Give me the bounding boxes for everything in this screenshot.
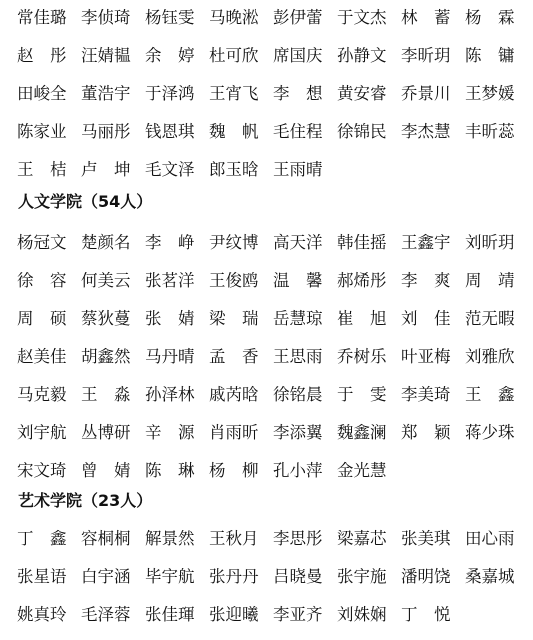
student-name: 常佳璐 — [17, 8, 67, 27]
student-name: 王鑫宇 — [401, 233, 451, 252]
student-name: 杨冠文 — [17, 233, 67, 252]
student-name: 郝烯彤 — [337, 271, 387, 290]
student-name: 马晚淞 — [209, 8, 259, 27]
student-name: 姚真玲 — [17, 605, 67, 624]
student-name: 宋文琦 — [17, 461, 67, 480]
student-name: 温 馨 — [273, 271, 323, 290]
student-name: 杨 柳 — [209, 461, 259, 480]
student-name: 蒋少珠 — [465, 423, 515, 442]
student-name: 李侦琦 — [81, 8, 131, 27]
student-name: 田峻全 — [17, 84, 67, 103]
student-name: 王俊鸥 — [209, 271, 259, 290]
student-name: 李美琦 — [401, 385, 451, 404]
student-name: 郎玉晗 — [209, 160, 259, 179]
student-name: 徐铭晨 — [273, 385, 323, 404]
student-name: 李 想 — [273, 84, 323, 103]
section-heading-arts: 艺术学院（23人） — [18, 491, 153, 510]
student-name: 岳慧琼 — [273, 309, 323, 328]
student-name: 辛 源 — [145, 423, 195, 442]
student-name: 于 雯 — [337, 385, 387, 404]
student-name: 王 淼 — [81, 385, 131, 404]
student-name: 桑嘉城 — [465, 567, 515, 586]
student-name: 刘姝娴 — [337, 605, 387, 624]
student-name: 马丹晴 — [145, 347, 195, 366]
student-name: 陈 琳 — [145, 461, 195, 480]
student-name: 彭伊蕾 — [273, 8, 323, 27]
student-name: 白宇涵 — [81, 567, 131, 586]
student-name: 楚颜名 — [81, 233, 131, 252]
student-name: 刘宇航 — [17, 423, 67, 442]
student-name: 尹纹博 — [209, 233, 259, 252]
student-name: 戚芮晗 — [209, 385, 259, 404]
student-name: 李杰慧 — [401, 122, 451, 141]
student-name: 金光慧 — [337, 461, 387, 480]
student-name: 孙静文 — [337, 46, 387, 65]
student-name: 杨钰雯 — [145, 8, 195, 27]
student-name: 王宵飞 — [209, 84, 259, 103]
student-name: 张 婧 — [145, 309, 195, 328]
student-name: 丰昕蕊 — [465, 122, 515, 141]
student-name: 王雨晴 — [273, 160, 323, 179]
student-name: 毛文泽 — [145, 160, 195, 179]
student-name: 丁 悦 — [401, 605, 451, 624]
student-name: 黄安睿 — [337, 84, 387, 103]
student-name: 刘昕玥 — [465, 233, 515, 252]
student-name: 陈 镛 — [465, 46, 515, 65]
student-name: 张茗洋 — [145, 271, 195, 290]
student-name: 余 婷 — [145, 46, 195, 65]
student-name: 陈家业 — [17, 122, 67, 141]
student-name: 毛泽蓉 — [81, 605, 131, 624]
student-name: 李添翼 — [273, 423, 323, 442]
student-name: 徐锦民 — [337, 122, 387, 141]
student-name: 于泽鸿 — [145, 84, 195, 103]
student-name: 林 蓄 — [401, 8, 451, 27]
student-name: 丛博研 — [81, 423, 131, 442]
student-name: 胡鑫然 — [81, 347, 131, 366]
student-name: 李 爽 — [401, 271, 451, 290]
student-name: 魏 帆 — [209, 122, 259, 141]
student-name: 王 鑫 — [465, 385, 515, 404]
student-name: 毛住程 — [273, 122, 323, 141]
student-name: 王秋月 — [209, 529, 259, 548]
student-name: 丁 鑫 — [17, 529, 67, 548]
student-name: 杨 霖 — [465, 8, 515, 27]
student-name: 容桐桐 — [81, 529, 131, 548]
student-name: 韩佳摇 — [337, 233, 387, 252]
student-name: 蔡狄蔓 — [81, 309, 131, 328]
student-name: 吕晓曼 — [273, 567, 323, 586]
student-name: 范无暇 — [465, 309, 515, 328]
student-name: 钱恩琪 — [145, 122, 195, 141]
student-name: 赵美佳 — [17, 347, 67, 366]
student-name: 汪婧韫 — [81, 46, 131, 65]
student-name: 孟 香 — [209, 347, 259, 366]
student-name: 郑 颖 — [401, 423, 451, 442]
student-name: 赵 彤 — [17, 46, 67, 65]
student-name: 解景然 — [145, 529, 195, 548]
student-name: 乔景川 — [401, 84, 451, 103]
student-name: 李昕玥 — [401, 46, 451, 65]
student-name: 潘明饶 — [401, 567, 451, 586]
student-name: 李 峥 — [145, 233, 195, 252]
student-name: 张佳琿 — [145, 605, 195, 624]
student-name: 马克毅 — [17, 385, 67, 404]
student-name: 席国庆 — [273, 46, 323, 65]
student-name: 曾 婧 — [81, 461, 131, 480]
student-name: 刘 佳 — [401, 309, 451, 328]
student-name: 田心雨 — [465, 529, 515, 548]
student-name: 梁 瑞 — [209, 309, 259, 328]
student-name: 张迎曦 — [209, 605, 259, 624]
student-name: 李亚齐 — [273, 605, 323, 624]
student-name: 何美云 — [81, 271, 131, 290]
student-name: 肖雨昕 — [209, 423, 259, 442]
student-name: 刘雅欣 — [465, 347, 515, 366]
student-name: 孔小萍 — [273, 461, 323, 480]
student-name: 董浩宇 — [81, 84, 131, 103]
student-name: 周 靖 — [465, 271, 515, 290]
student-name: 周 硕 — [17, 309, 67, 328]
student-name: 孙泽林 — [145, 385, 195, 404]
student-name: 李思彤 — [273, 529, 323, 548]
student-name: 徐 容 — [17, 271, 67, 290]
student-name: 于文杰 — [337, 8, 387, 27]
student-name: 魏鑫澜 — [337, 423, 387, 442]
student-name: 张丹丹 — [209, 567, 259, 586]
student-name: 杜可欣 — [209, 46, 259, 65]
student-name: 马丽彤 — [81, 122, 131, 141]
section-heading-humanities: 人文学院（54人） — [18, 192, 153, 211]
student-name: 张宇施 — [337, 567, 387, 586]
student-name: 张星语 — [17, 567, 67, 586]
student-name: 乔树乐 — [337, 347, 387, 366]
student-name: 高天洋 — [273, 233, 323, 252]
student-name: 梁嘉芯 — [337, 529, 387, 548]
student-name: 崔 旭 — [337, 309, 387, 328]
student-name: 王梦媛 — [465, 84, 515, 103]
student-name: 张美琪 — [401, 529, 451, 548]
student-name: 王 桔 — [17, 160, 67, 179]
student-name: 王思雨 — [273, 347, 323, 366]
student-name: 叶亚梅 — [401, 347, 451, 366]
student-name: 毕宇航 — [145, 567, 195, 586]
student-name: 卢 坤 — [81, 160, 131, 179]
